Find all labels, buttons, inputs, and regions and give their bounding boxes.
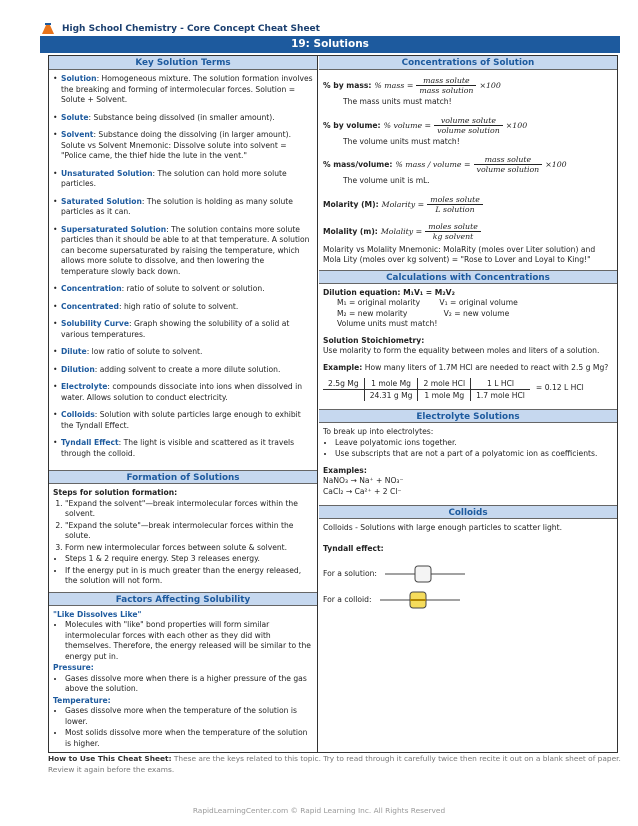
key-term-name: Saturated Solution: [61, 196, 142, 206]
example: [323, 363, 613, 374]
examples-label: Examples:: [323, 465, 367, 475]
key-term-name: Electrolyte: [61, 382, 108, 391]
stoich-cell: [323, 390, 364, 402]
molarity-num: moles solute: [427, 195, 483, 205]
key-term-text: : ratio of solute to solvent or solution.: [121, 284, 265, 293]
volume-formula: [323, 116, 613, 135]
stoich-cell: 1 mole Mg: [418, 390, 471, 402]
temperature-list: [53, 706, 313, 749]
mass-volume-lhs: % mass / volume =: [395, 160, 471, 169]
mass-lhs: % mass =: [374, 81, 414, 90]
right-column: [319, 56, 617, 752]
concentrations-heading: Concentrations of Solution: [319, 56, 617, 70]
volume-times: ×100: [505, 120, 528, 130]
left-column: [49, 56, 318, 752]
electrolyte-item: • Use subscripts that are not a part of a polyatomic ion as coefficients.: [335, 449, 613, 460]
molarity-label: Molarity (M):: [323, 199, 379, 209]
flask-logo-icon: [40, 23, 56, 35]
like-dissolves-like: "Like Dissolves Like": [53, 609, 142, 619]
pressure-list: [53, 674, 313, 695]
for-colloid-label: For a colloid:: [323, 594, 372, 604]
electrolyte-intro: To break up into electrolytes:: [323, 427, 434, 436]
key-term-item: [53, 382, 313, 403]
how-to-label: How to Use This Cheat Sheet:: [48, 754, 172, 763]
molality-num: moles solute: [425, 222, 481, 232]
key-term-text: : The solution is holding as many solute particles as it can.: [61, 196, 293, 216]
key-term-text: : adding solvent to create a more dilute solution.: [94, 364, 281, 374]
concentrations-section: [319, 70, 617, 270]
for-solution-label: For a solution:: [323, 568, 377, 578]
temperature-item: • Gases dissolve more when the temperature of the solution is lower.: [65, 706, 313, 727]
key-term-name: Dilute: [61, 347, 87, 356]
stoich-cell: 1 L HCl: [471, 378, 530, 390]
example-label: Example:: [323, 362, 363, 372]
factors-heading: Factors Affecting Solubility: [49, 592, 317, 606]
mass-volume-label: % mass/volume:: [323, 160, 393, 169]
key-term-name: Solution: [61, 74, 97, 83]
molality-label: Molality (m):: [323, 226, 378, 236]
key-term-text: : low ratio of solute to solvent.: [86, 347, 203, 356]
key-term-text: : Substance being dissolved (in smaller amount).: [88, 112, 275, 122]
colloids-heading: Colloids: [319, 505, 617, 519]
mass-num: mass solute: [416, 76, 476, 86]
mass-label: % by mass:: [323, 81, 372, 90]
beaker-colloid-icon: [380, 590, 460, 610]
calculations-section: [319, 284, 617, 406]
volume-note: The volume units must match!: [343, 136, 460, 146]
stoich-title: Solution Stoichiometry:: [323, 335, 425, 345]
example-text: How many liters of 1.7M HCl are needed to react with 2.5 g Mg?: [362, 362, 609, 372]
tyndall-label: Tyndall effect:: [323, 543, 384, 553]
mass-volume-num: mass solute: [474, 155, 543, 165]
colloids-section: [319, 519, 617, 614]
electrolyte-list: [323, 438, 613, 460]
molality-lhs: Molality =: [380, 226, 423, 236]
molarity-den: L solution: [435, 204, 475, 214]
key-term-text: : compounds dissociate into ions when dissolved in water. Allows solution to conduct electricity.: [61, 382, 303, 402]
mass-formula: [323, 76, 613, 95]
dilution-line: M₁ = original molarity V₁ = original volume: [337, 298, 518, 307]
formation-section: [49, 484, 317, 592]
formation-steps: [53, 499, 313, 554]
stoich-table: [323, 378, 530, 401]
pressure-item: • Gases dissolve more when there is a higher pressure of the gas above the solution.: [65, 674, 313, 695]
like-list: [53, 620, 313, 662]
like-item: • Molecules with "like" bond properties will form similar intermolecular forces with each other as they did with themselves. Therefore, the energy released will be similar to the energy put in.: [65, 620, 313, 662]
molality-den: kg solvent: [432, 231, 474, 241]
colloids-text: Colloids - Solutions with large enough particles to scatter light.: [323, 523, 562, 532]
volume-den: volume solution: [437, 125, 500, 135]
volume-label: % by volume:: [323, 120, 381, 130]
sheet-title: High School Chemistry - Core Concept Cheat Sheet: [62, 23, 320, 34]
key-term-item: [53, 130, 313, 162]
key-term-name: Solubility Curve: [61, 319, 129, 328]
key-term-item: [53, 347, 313, 358]
key-term-item: [53, 319, 313, 340]
dilution-line: M₂ = new molarity V₂ = new volume: [337, 308, 510, 318]
key-term-text: : Homogeneous mixture. The solution formation involves the breaking and forming of intermolecular forces. Solution = Solute + Solvent.: [61, 74, 313, 104]
dilution-title: Dilution equation: M₁V₁ = M₂V₂: [323, 287, 455, 297]
formation-step: 1. "Expand the solvent"—break intermolecular forces within the solvent.: [65, 499, 313, 520]
mass-volume-fraction: [474, 155, 543, 174]
stoich-calc: [323, 373, 613, 401]
key-term-item: [53, 197, 313, 218]
how-to-use: [48, 754, 628, 775]
molality-fraction: [425, 222, 481, 241]
key-term-item: [53, 410, 313, 431]
calculations-heading: Calculations with Concentrations: [319, 270, 617, 284]
content-frame: [48, 55, 618, 753]
stoich-result: = 0.12 L HCl: [535, 382, 584, 392]
key-term-name: Dilution: [61, 364, 95, 374]
dilution-lines: [323, 298, 613, 330]
stoich-cell: 2 mole HCl: [418, 378, 471, 390]
key-term-item: [53, 74, 313, 106]
key-terms-list: [49, 70, 317, 470]
molarity-fraction: [427, 195, 483, 214]
electrolyte-section: [319, 423, 617, 501]
mass-volume-times: ×100: [545, 160, 567, 169]
mass-volume-den: volume solution: [476, 165, 540, 174]
stoich-row: [323, 378, 530, 390]
electrolyte-heading: Electrolyte Solutions: [319, 409, 617, 423]
key-term-text: : Graph showing the solubility of a solid at various temperatures.: [61, 319, 290, 339]
chapter-title: 19: Solutions: [40, 36, 620, 53]
volume-lhs: % volume =: [383, 120, 432, 130]
volume-num: volume solute: [434, 116, 503, 126]
stoich-cell: 24.31 g Mg: [364, 390, 418, 402]
solution-row: [323, 564, 613, 584]
electrolyte-item: • Leave polyatomic ions together.: [335, 438, 613, 449]
stoich-cell: 2.5g Mg: [323, 378, 364, 390]
pressure-label: Pressure:: [53, 663, 94, 672]
key-term-name: Unsaturated Solution: [61, 168, 153, 178]
beaker-solution-icon: [385, 564, 465, 584]
key-term-item: [53, 169, 313, 190]
dilution-line: Volume units must match!: [337, 319, 438, 328]
key-term-text: : Substance doing the dissolving (in larger amount). Solute vs Solvent Mnemonic: Dissolve solute into solvent = "Police came, the thief hide the lute in the vent.": [61, 130, 292, 160]
mass-fraction: [416, 76, 476, 95]
key-term-item: [53, 225, 313, 278]
stoich-cell: 1 mole Mg: [364, 378, 418, 390]
how-to-text: These are the keys related to this topic. Try to read through it carefully twice then recite it out on a blank sheet of paper. Review it again before the exams.: [48, 754, 621, 774]
temperature-item: • Most solids dissolve more when the temperature of the solution is higher.: [65, 728, 313, 749]
formation-subtitle: Steps for solution formation:: [53, 488, 178, 497]
molality-formula: [323, 222, 613, 241]
temperature-label: Temperature:: [53, 695, 111, 705]
formation-bullet: • If the energy put in is much greater than the energy released, the solution will not form.: [65, 566, 313, 587]
factors-section: [49, 606, 317, 755]
stoich-cell: 1.7 mole HCl: [471, 390, 530, 402]
stoich-text: Use molarity to form the equality between moles and liters of a solution.: [323, 346, 600, 355]
mass-volume-note: The volume unit is mL.: [343, 176, 430, 185]
key-term-name: Concentration: [61, 284, 122, 293]
example-2: CaCl₂ → Ca²⁺ + 2 Cl⁻: [323, 486, 402, 496]
key-terms-heading: Key Solution Terms: [49, 56, 317, 70]
mass-note: The mass units must match!: [343, 97, 452, 106]
key-term-name: Concentrated: [61, 301, 119, 311]
mass-den: mass solution: [419, 86, 474, 95]
formation-bullet: • Steps 1 & 2 require energy. Step 3 releases energy.: [65, 554, 313, 565]
molarity-formula: [323, 195, 613, 214]
mass-volume-formula: [323, 155, 613, 174]
key-term-name: Colloids: [61, 410, 95, 419]
key-term-item: [53, 302, 313, 313]
copyright: RapidLearningCenter.com © Rapid Learning Inc. All Rights Reserved: [192, 806, 446, 815]
key-term-text: : The solution can hold more solute particles.: [61, 168, 287, 188]
key-term-text: : high ratio of solute to solvent.: [118, 301, 239, 311]
example-1: NaNO₃ → Na⁺ + NO₃⁻: [323, 476, 404, 485]
key-term-name: Tyndall Effect: [61, 438, 119, 447]
key-term-item: [53, 438, 313, 459]
key-term-text: : Solution with solute particles large enough to exhibit the Tyndall Effect.: [61, 410, 301, 430]
key-term-name: Supersaturated Solution: [61, 224, 167, 234]
key-term-name: Solute: [61, 112, 89, 122]
colloid-row: [323, 590, 613, 610]
key-term-text: : The solution contains more solute particles than it should be able to at that temperature. A solution can become supersaturated by raising the temperature, which allows more solute to dissolve, and then lowering the temperature slowly back down.: [61, 224, 310, 276]
mass-times: ×100: [479, 81, 501, 90]
formation-heading: Formation of Solutions: [49, 470, 317, 484]
key-term-item: [53, 284, 313, 295]
mnemonic: Molarity vs Molality Mnemonic: MolaRity (moles over Liter solution) and Mola Lity (moles over kg solvent) = "Rose to Lover and Loyal to King!": [323, 244, 596, 264]
formation-step: 2. "Expand the solute"—break intermolecular forces within the solute.: [65, 521, 313, 542]
key-term-text: : The light is visible and scattered as it travels through the colloid.: [61, 438, 295, 458]
formation-bullets: [53, 554, 313, 587]
key-term-item: [53, 365, 313, 376]
stoich-row: [323, 390, 530, 402]
formation-step: 3. Form new intermolecular forces between solute & solvent.: [65, 543, 313, 554]
key-term-name: Solvent: [61, 130, 94, 139]
volume-fraction: [434, 116, 503, 135]
key-term-item: [53, 113, 313, 124]
page-header: [40, 22, 620, 35]
molarity-lhs: Molarity =: [381, 199, 425, 209]
